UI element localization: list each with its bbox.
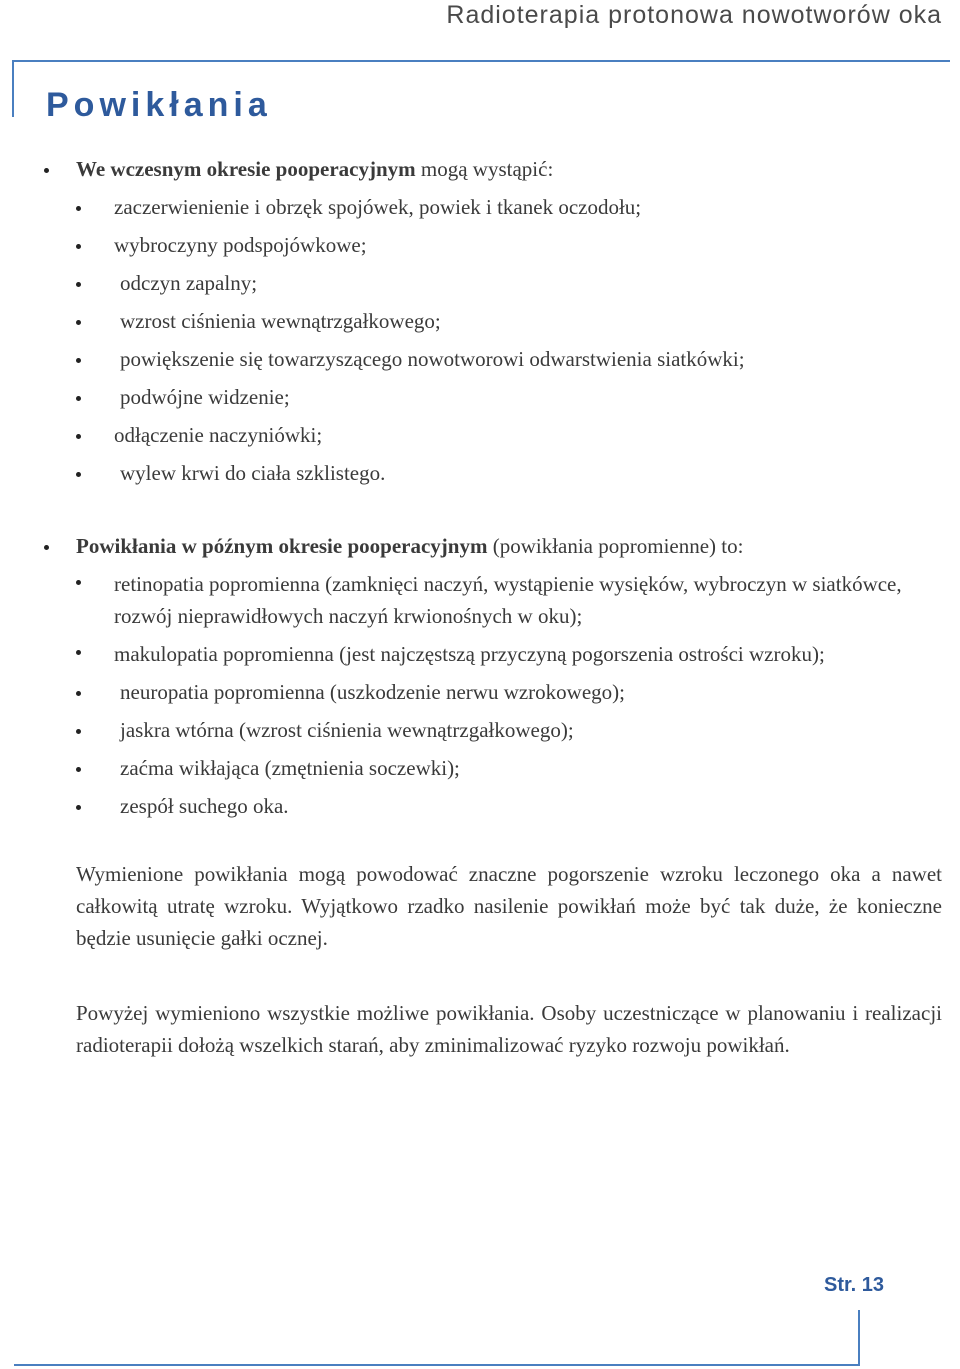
list-item: zaczerwienienie i obrzęk spojówek, powiek i tkanek oczodołu; bbox=[74, 188, 940, 226]
list-item: wylew krwi do ciała szklistego. bbox=[74, 454, 940, 492]
list-item: powiększenie się towarzyszącego nowotworowi odwarstwienia siatkówki; bbox=[74, 340, 940, 378]
list-item: podwójne widzenie; bbox=[74, 378, 940, 416]
closing-paragraph: Powyżej wymieniono wszystkie możliwe powikłania. Osoby uczestniczące w planowaniu i realizacji radioterapii dołożą wszelkich starań, aby zminimalizować ryzyko rozwoju powikłań. bbox=[76, 1001, 942, 1057]
running-header: Radioterapia protonowa nowotworów oka bbox=[446, 1, 942, 29]
section-title: Powikłania bbox=[46, 86, 272, 124]
early-heading-rest: mogą wystąpić: bbox=[415, 157, 554, 181]
complications-list bbox=[0, 150, 960, 825]
frame-left-rule bbox=[12, 60, 14, 117]
list-item: retinopatia popromienna (zamknięci naczyń, wystąpienie wysięków, wybroczyn w siatkówce, rozwój nieprawidłowych naczyń krwionośnych w oku); bbox=[74, 565, 940, 635]
list-item: wzrost ciśnienia wewnątrzgałkowego; bbox=[74, 302, 940, 340]
late-items bbox=[76, 565, 940, 825]
early-items bbox=[76, 188, 940, 492]
page-number: Str. 13 bbox=[824, 1274, 885, 1296]
list-item: wybroczyny podspojówkowe; bbox=[74, 226, 940, 264]
early-heading bbox=[76, 150, 940, 188]
early-heading-bold: We wczesnym okresie pooperacyjnym bbox=[76, 157, 416, 181]
list-item: zaćma wikłająca (zmętnienia soczewki); bbox=[74, 749, 940, 787]
frame-bottom-rule bbox=[14, 1364, 860, 1366]
late-heading bbox=[76, 527, 940, 565]
late-heading-bold: Powikłania w późnym okresie pooperacyjnym bbox=[76, 534, 488, 558]
frame-right-rule bbox=[858, 1310, 860, 1366]
frame-top-rule bbox=[12, 60, 950, 62]
consequences-paragraph: Wymienione powikłania mogą powodować znaczne pogorszenie wzroku leczonego oka a nawet całkowitą utratę wzroku. Wyjątkowo rzadko nasilenie powikłań może być tak duże, że konieczne będzie usunięcie gałki ocznej. bbox=[76, 862, 942, 950]
page-body bbox=[0, 150, 960, 1061]
list-item: odłączenie naczyniówki; bbox=[74, 416, 940, 454]
early-complications-block bbox=[0, 150, 960, 492]
list-item: jaskra wtórna (wzrost ciśnienia wewnątrzgałkowego); bbox=[74, 711, 940, 749]
list-item: makulopatia popromienna (jest najczęstszą przyczyną pogorszenia ostrości wzroku); bbox=[74, 635, 940, 673]
list-item: odczyn zapalny; bbox=[74, 264, 940, 302]
list-item: neuropatia popromienna (uszkodzenie nerwu wzrokowego); bbox=[74, 673, 940, 711]
late-complications-block bbox=[0, 527, 960, 825]
late-heading-rest: (powikłania popromienne) to: bbox=[487, 534, 744, 558]
list-item: zespół suchego oka. bbox=[74, 787, 940, 825]
